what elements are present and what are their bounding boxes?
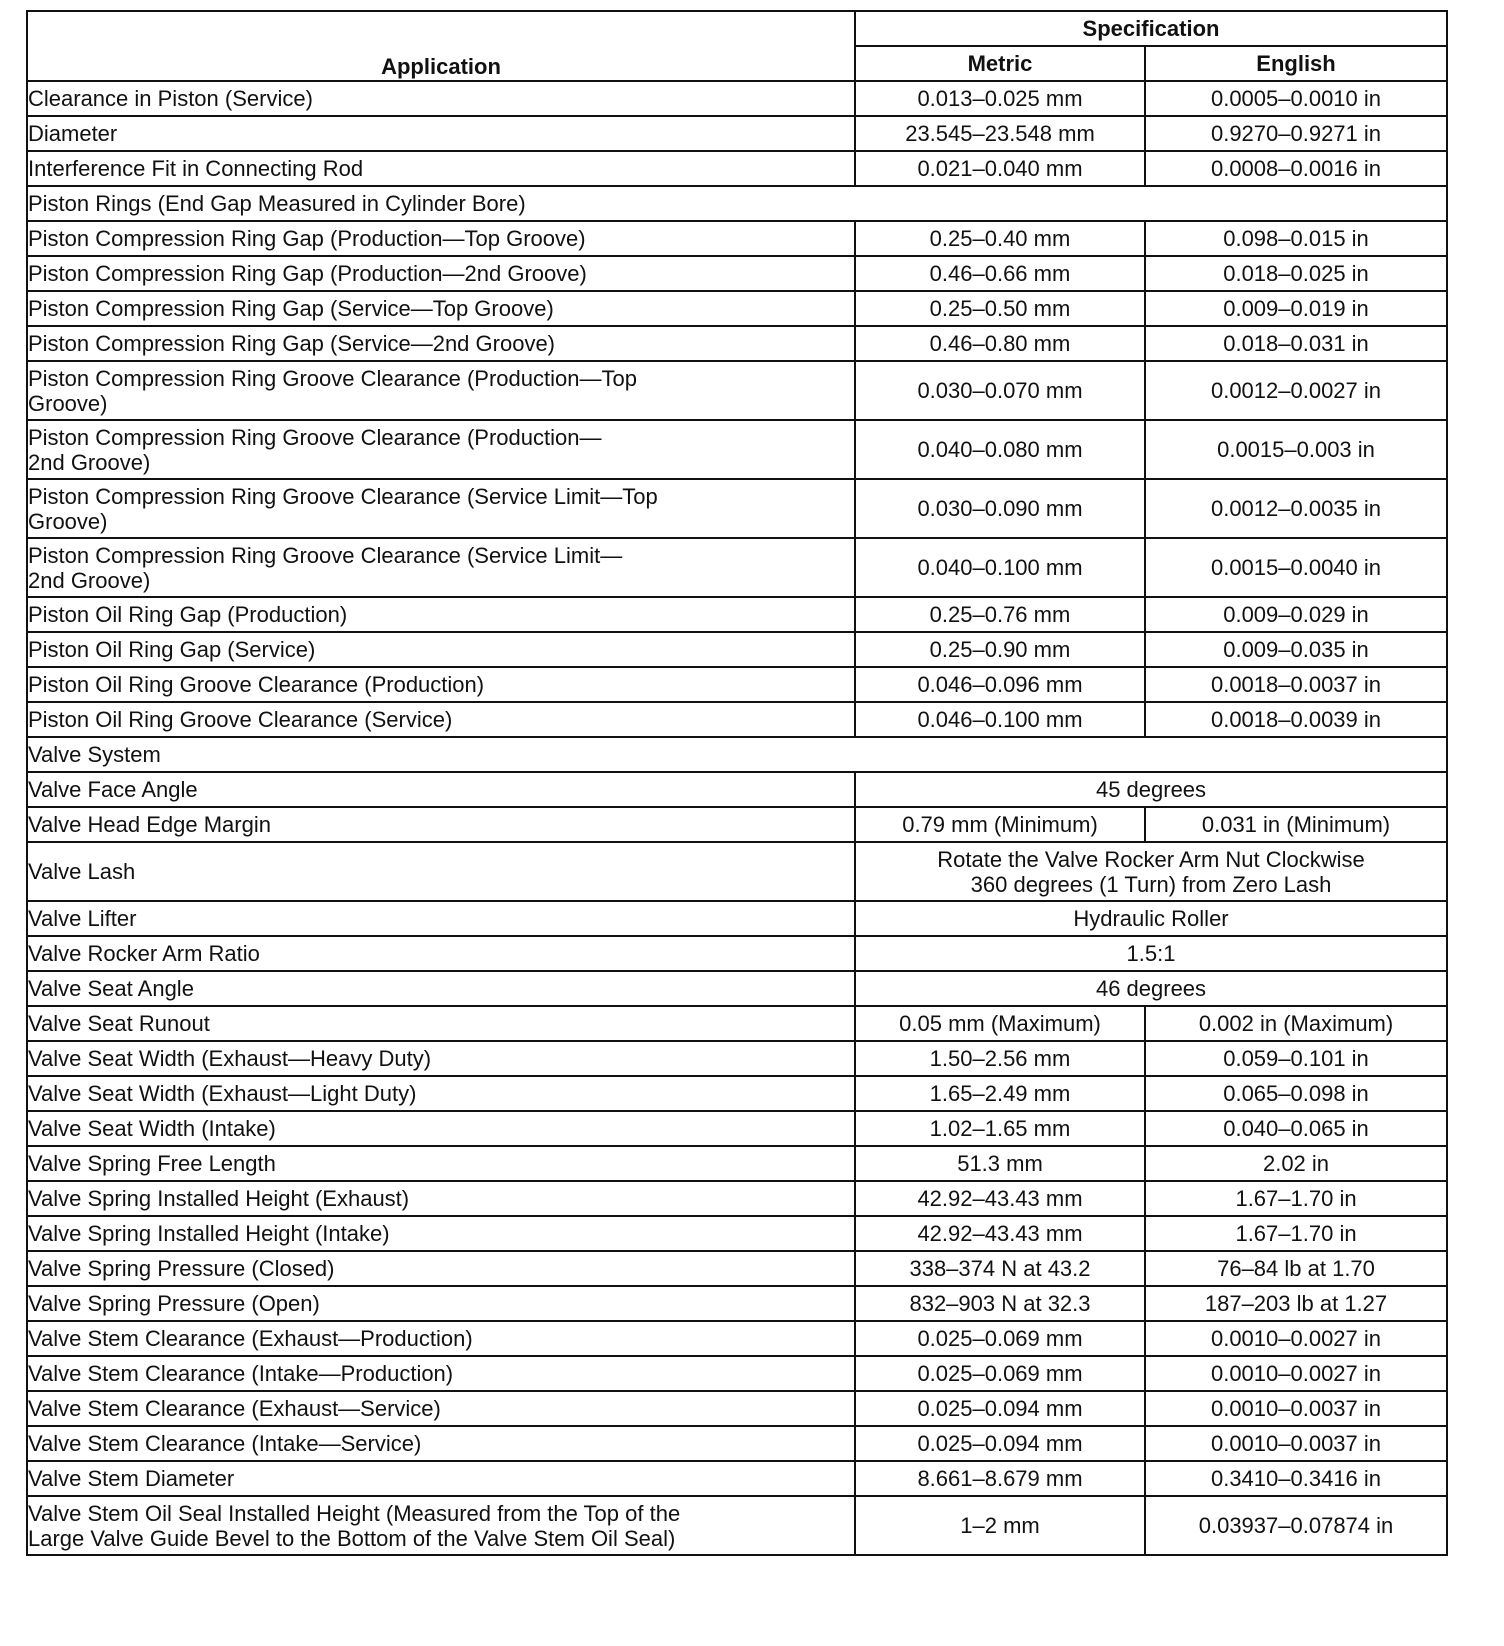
metric-cell-text: 42.92–43.43 mm — [917, 1186, 1083, 1211]
table-row — [27, 1321, 1447, 1356]
specification-cell — [855, 971, 1447, 1006]
metric-cell — [855, 326, 1145, 361]
application-cell — [27, 1006, 855, 1041]
application-cell — [27, 291, 855, 326]
table-row — [27, 538, 1447, 597]
application-cell-text: Valve Head Edge Margin — [28, 812, 271, 837]
application-cell — [27, 1356, 855, 1391]
specification-cell-text: Hydraulic Roller — [1073, 906, 1229, 931]
english-cell — [1145, 1426, 1447, 1461]
application-cell-text: Valve Stem Clearance (Exhaust—Service) — [28, 1396, 441, 1421]
english-cell-text: 0.009–0.029 in — [1223, 602, 1369, 627]
section-heading-text: Valve System — [28, 742, 161, 767]
application-cell-text: Valve Seat Runout — [28, 1011, 210, 1036]
application-cell-text: Valve Seat Width (Exhaust—Heavy Duty) — [28, 1046, 432, 1071]
metric-cell-text: 0.79 mm (Minimum) — [902, 812, 1098, 837]
application-cell-text: Piston Compression Ring Gap (Production—Top Groove) — [28, 226, 586, 251]
specification-cell — [855, 901, 1447, 936]
metric-cell — [855, 1391, 1145, 1426]
english-cell-text: 0.002 in (Maximum) — [1198, 1011, 1394, 1036]
english-cell-text: 1.67–1.70 in — [1235, 1186, 1357, 1211]
metric-cell-text: 0.040–0.100 mm — [917, 555, 1083, 580]
application-cell — [27, 901, 855, 936]
metric-cell-text: 0.021–0.040 mm — [917, 156, 1083, 181]
metric-cell-text: 0.030–0.070 mm — [917, 378, 1083, 403]
english-cell-text: 0.018–0.031 in — [1223, 331, 1369, 356]
application-cell-text-line2: Groove) — [28, 508, 108, 534]
metric-cell-text: 0.25–0.90 mm — [929, 637, 1071, 662]
metric-cell-text: 1.65–2.49 mm — [929, 1081, 1071, 1106]
metric-cell-text: 0.025–0.094 mm — [917, 1431, 1083, 1456]
english-cell-text: 0.0015–0.003 in — [1217, 437, 1375, 462]
metric-cell-text: 0.025–0.094 mm — [917, 1396, 1083, 1421]
english-cell — [1145, 420, 1447, 479]
english-cell-text: 0.03937–0.07874 in — [1198, 1513, 1394, 1538]
application-cell-text: Valve Spring Installed Height (Exhaust) — [28, 1186, 410, 1211]
english-cell-text: 0.009–0.019 in — [1223, 296, 1369, 321]
specification-table — [26, 10, 1448, 1556]
english-cell — [1145, 1496, 1447, 1555]
metric-cell — [855, 151, 1145, 186]
english-cell — [1145, 81, 1447, 116]
application-cell — [27, 936, 855, 971]
english-cell-text: 0.0018–0.0037 in — [1210, 672, 1382, 697]
table-row — [27, 842, 1447, 901]
metric-cell — [855, 1111, 1145, 1146]
metric-cell-text: 51.3 mm — [957, 1151, 1043, 1176]
application-cell — [27, 1251, 855, 1286]
application-cell — [27, 632, 855, 667]
application-cell-text-line2: 2nd Groove) — [28, 449, 151, 475]
application-cell-text: Valve Seat Width (Intake) — [28, 1116, 276, 1141]
application-cell — [27, 1321, 855, 1356]
metric-cell — [855, 291, 1145, 326]
application-cell-text: Piston Compression Ring Gap (Service—2nd Groove) — [28, 331, 556, 356]
metric-cell — [855, 81, 1145, 116]
table-row — [27, 1391, 1447, 1426]
application-cell — [27, 116, 855, 151]
application-cell — [27, 1076, 855, 1111]
english-cell — [1145, 1216, 1447, 1251]
application-cell — [27, 597, 855, 632]
metric-cell-text: 0.013–0.025 mm — [917, 86, 1083, 111]
application-cell — [27, 772, 855, 807]
english-cell — [1145, 479, 1447, 538]
application-column-header: Application — [27, 11, 855, 81]
metric-cell-text: 0.046–0.096 mm — [917, 672, 1083, 697]
metric-cell-text: 0.46–0.66 mm — [929, 261, 1071, 286]
application-cell-text: Piston Oil Ring Gap (Production) — [28, 602, 348, 627]
application-cell — [27, 842, 855, 901]
application-cell — [27, 1391, 855, 1426]
metric-cell — [855, 632, 1145, 667]
table-row — [27, 361, 1447, 420]
table-row — [27, 1426, 1447, 1461]
english-cell-text: 0.9270–0.9271 in — [1210, 121, 1382, 146]
application-cell — [27, 702, 855, 737]
table-row — [27, 1146, 1447, 1181]
application-cell-text: Piston Compression Ring Groove Clearance (Production—Top — [28, 365, 637, 391]
application-cell-text: Valve Lifter — [28, 906, 137, 931]
application-cell-text: Valve Spring Installed Height (Intake) — [28, 1221, 390, 1246]
english-cell — [1145, 221, 1447, 256]
metric-cell — [855, 116, 1145, 151]
metric-cell — [855, 1006, 1145, 1041]
english-cell — [1145, 1181, 1447, 1216]
english-cell — [1145, 1146, 1447, 1181]
metric-cell-text: 0.46–0.80 mm — [929, 331, 1071, 356]
metric-cell-text: 8.661–8.679 mm — [917, 1466, 1083, 1491]
application-cell-text: Valve Stem Diameter — [28, 1466, 235, 1491]
specification-cell-text: 45 degrees — [1095, 777, 1207, 802]
application-cell-text: Valve Stem Clearance (Exhaust—Production) — [28, 1326, 473, 1351]
application-cell — [27, 667, 855, 702]
application-cell-text: Valve Face Angle — [28, 777, 198, 802]
application-cell-text: Valve Spring Free Length — [28, 1151, 276, 1176]
english-cell — [1145, 538, 1447, 597]
english-cell-text: 0.040–0.065 in — [1223, 1116, 1369, 1141]
metric-cell — [855, 361, 1145, 420]
table-row — [27, 1461, 1447, 1496]
application-cell — [27, 1286, 855, 1321]
table-row — [27, 901, 1447, 936]
english-cell-text: 0.0010–0.0037 in — [1210, 1431, 1382, 1456]
english-column-header: English — [1145, 46, 1447, 81]
application-cell — [27, 361, 855, 420]
table-row — [27, 116, 1447, 151]
metric-cell — [855, 1321, 1145, 1356]
english-cell — [1145, 702, 1447, 737]
english-cell-text: 0.0015–0.0040 in — [1210, 555, 1382, 580]
application-cell — [27, 1216, 855, 1251]
section-heading — [27, 737, 1447, 772]
metric-cell — [855, 1146, 1145, 1181]
english-cell-text: 0.098–0.015 in — [1223, 226, 1369, 251]
english-cell — [1145, 291, 1447, 326]
application-cell-text-line2: Groove) — [28, 390, 108, 416]
table-row — [27, 1251, 1447, 1286]
application-cell — [27, 1496, 855, 1555]
application-cell-text: Piston Compression Ring Groove Clearance (Service Limit— — [28, 542, 623, 568]
metric-cell-text: 1.50–2.56 mm — [929, 1046, 1071, 1071]
english-cell-text: 0.009–0.035 in — [1223, 637, 1369, 662]
table-row — [27, 1076, 1447, 1111]
metric-cell-text: 0.25–0.50 mm — [929, 296, 1071, 321]
application-cell — [27, 1461, 855, 1496]
table-row — [27, 1041, 1447, 1076]
english-cell-text: 0.3410–0.3416 in — [1210, 1466, 1382, 1491]
table-row — [27, 291, 1447, 326]
metric-cell — [855, 256, 1145, 291]
section-row — [27, 737, 1447, 772]
english-cell — [1145, 1006, 1447, 1041]
english-cell — [1145, 1041, 1447, 1076]
table-row — [27, 479, 1447, 538]
application-cell-text: Valve Spring Pressure (Open) — [28, 1291, 320, 1316]
metric-cell-text: 0.25–0.40 mm — [929, 226, 1071, 251]
english-cell-text: 0.065–0.098 in — [1223, 1081, 1369, 1106]
english-cell-text: 187–203 lb at 1.27 — [1204, 1291, 1388, 1316]
specification-cell — [855, 936, 1447, 971]
table-row — [27, 772, 1447, 807]
metric-cell — [855, 221, 1145, 256]
application-cell-text-line2: Large Valve Guide Bevel to the Bottom of the Valve Stem Oil Seal) — [28, 1525, 676, 1551]
specification-cell — [855, 772, 1447, 807]
application-cell-text: Piston Compression Ring Groove Clearance (Service Limit—Top — [28, 483, 658, 509]
application-cell — [27, 221, 855, 256]
application-cell — [27, 151, 855, 186]
table-row — [27, 1006, 1447, 1041]
metric-cell-text: 0.030–0.090 mm — [917, 496, 1083, 521]
application-cell — [27, 1146, 855, 1181]
table-row — [27, 1286, 1447, 1321]
english-cell — [1145, 116, 1447, 151]
english-cell-text: 0.0010–0.0037 in — [1210, 1396, 1382, 1421]
specification-column-header: Specification — [855, 11, 1447, 46]
metric-cell — [855, 807, 1145, 842]
metric-cell-text: 0.05 mm (Maximum) — [899, 1011, 1101, 1036]
application-cell-text: Valve Seat Angle — [28, 976, 194, 1001]
table-row — [27, 702, 1447, 737]
section-heading — [27, 186, 1447, 221]
metric-cell-text: 0.040–0.080 mm — [917, 437, 1083, 462]
english-cell-text: 0.0012–0.0027 in — [1210, 378, 1382, 403]
english-cell — [1145, 361, 1447, 420]
application-cell-text: Valve Rocker Arm Ratio — [28, 941, 260, 966]
english-cell-text: 0.0010–0.0027 in — [1210, 1326, 1382, 1351]
metric-cell-text: 0.025–0.069 mm — [917, 1326, 1083, 1351]
english-cell — [1145, 1391, 1447, 1426]
table-row — [27, 936, 1447, 971]
table-row — [27, 597, 1447, 632]
metric-cell — [855, 1251, 1145, 1286]
metric-cell — [855, 538, 1145, 597]
specification-cell-text: Rotate the Valve Rocker Arm Nut Clockwise — [937, 846, 1365, 872]
metric-cell — [855, 702, 1145, 737]
english-cell-text: 1.67–1.70 in — [1235, 1221, 1357, 1246]
english-cell — [1145, 1461, 1447, 1496]
application-cell-text: Piston Compression Ring Gap (Production—2nd Groove) — [28, 261, 587, 286]
table-row — [27, 256, 1447, 291]
metric-cell — [855, 479, 1145, 538]
application-cell-text: Valve Stem Clearance (Intake—Service) — [28, 1431, 422, 1456]
metric-cell-text: 338–374 N at 43.2 — [909, 1256, 1091, 1281]
english-cell-text: 2.02 in — [1262, 1151, 1330, 1176]
english-cell — [1145, 807, 1447, 842]
metric-cell — [855, 1286, 1145, 1321]
metric-column-header: Metric — [855, 46, 1145, 81]
english-cell-text: 0.0008–0.0016 in — [1210, 156, 1382, 181]
english-cell-text: 76–84 lb at 1.70 — [1217, 1256, 1375, 1281]
table-row — [27, 1496, 1447, 1555]
english-cell-text: 0.059–0.101 in — [1223, 1046, 1369, 1071]
english-cell — [1145, 1251, 1447, 1286]
english-cell — [1145, 667, 1447, 702]
application-cell — [27, 1111, 855, 1146]
application-cell — [27, 479, 855, 538]
section-heading-text: Piston Rings (End Gap Measured in Cylinder Bore) — [28, 191, 526, 216]
application-cell — [27, 326, 855, 361]
application-cell-text: Valve Seat Width (Exhaust—Light Duty) — [28, 1081, 417, 1106]
metric-cell-text: 832–903 N at 32.3 — [909, 1291, 1091, 1316]
english-cell-text: 0.0018–0.0039 in — [1210, 707, 1382, 732]
application-cell — [27, 1181, 855, 1216]
application-cell-text: Piston Oil Ring Groove Clearance (Production) — [28, 672, 485, 697]
table-body — [27, 81, 1447, 1555]
english-cell-text: 0.0005–0.0010 in — [1210, 86, 1382, 111]
application-cell — [27, 1041, 855, 1076]
application-cell-text: Clearance in Piston (Service) — [28, 86, 313, 111]
application-cell-text: Diameter — [28, 121, 118, 146]
metric-cell-text: 0.046–0.100 mm — [917, 707, 1083, 732]
english-cell-text: 0.018–0.025 in — [1223, 261, 1369, 286]
table-row — [27, 667, 1447, 702]
table-row — [27, 326, 1447, 361]
english-cell — [1145, 1111, 1447, 1146]
application-cell-text: Piston Compression Ring Gap (Service—Top Groove) — [28, 296, 554, 321]
section-row — [27, 186, 1447, 221]
english-cell — [1145, 1076, 1447, 1111]
table-row — [27, 1111, 1447, 1146]
english-cell — [1145, 1286, 1447, 1321]
application-cell — [27, 971, 855, 1006]
english-cell — [1145, 1356, 1447, 1391]
application-cell — [27, 256, 855, 291]
table-row — [27, 971, 1447, 1006]
table-row — [27, 420, 1447, 479]
metric-cell — [855, 1076, 1145, 1111]
english-cell — [1145, 632, 1447, 667]
metric-cell — [855, 1181, 1145, 1216]
application-cell-text: Valve Lash — [28, 859, 136, 884]
application-cell-text: Piston Oil Ring Groove Clearance (Service) — [28, 707, 453, 732]
application-cell-text: Interference Fit in Connecting Rod — [28, 156, 364, 181]
table-row — [27, 807, 1447, 842]
metric-cell — [855, 667, 1145, 702]
application-cell — [27, 538, 855, 597]
table-row — [27, 221, 1447, 256]
english-cell — [1145, 597, 1447, 632]
metric-cell-text: 1.02–1.65 mm — [929, 1116, 1071, 1141]
metric-cell — [855, 1461, 1145, 1496]
metric-cell — [855, 597, 1145, 632]
specification-cell-text: 1.5:1 — [1126, 941, 1176, 966]
application-cell-text: Piston Compression Ring Groove Clearance (Production— — [28, 424, 602, 450]
english-cell — [1145, 256, 1447, 291]
application-cell-text: Valve Stem Oil Seal Installed Height (Measured from the Top of the — [28, 1500, 681, 1526]
application-cell — [27, 420, 855, 479]
english-cell-text: 0.031 in (Minimum) — [1201, 812, 1391, 837]
english-cell-text: 0.0010–0.0027 in — [1210, 1361, 1382, 1386]
metric-cell — [855, 1356, 1145, 1391]
application-cell-text: Valve Stem Clearance (Intake—Production) — [28, 1361, 454, 1386]
table-row — [27, 81, 1447, 116]
english-cell — [1145, 151, 1447, 186]
metric-cell — [855, 1216, 1145, 1251]
english-cell-text: 0.0012–0.0035 in — [1210, 496, 1382, 521]
table-row — [27, 632, 1447, 667]
specification-cell-text: 46 degrees — [1095, 976, 1207, 1001]
metric-cell-text: 0.025–0.069 mm — [917, 1361, 1083, 1386]
table-row — [27, 1356, 1447, 1391]
metric-cell-text: 0.25–0.76 mm — [929, 602, 1071, 627]
metric-cell-text: 23.545–23.548 mm — [905, 121, 1095, 146]
application-cell-text-line2: 2nd Groove) — [28, 567, 151, 593]
english-cell — [1145, 1321, 1447, 1356]
table-row — [27, 151, 1447, 186]
application-cell — [27, 1426, 855, 1461]
specification-cell — [855, 842, 1447, 901]
english-cell — [1145, 326, 1447, 361]
specification-cell-text-line2: 360 degrees (1 Turn) from Zero Lash — [970, 871, 1332, 897]
application-cell — [27, 807, 855, 842]
table-row — [27, 1216, 1447, 1251]
table-row — [27, 1181, 1447, 1216]
metric-cell — [855, 1496, 1145, 1555]
application-cell-text: Valve Spring Pressure (Closed) — [28, 1256, 335, 1281]
application-cell — [27, 81, 855, 116]
metric-cell-text: 1–2 mm — [960, 1513, 1040, 1538]
metric-cell — [855, 1041, 1145, 1076]
application-cell-text: Piston Oil Ring Gap (Service) — [28, 637, 316, 662]
metric-cell — [855, 1426, 1145, 1461]
metric-cell-text: 42.92–43.43 mm — [917, 1221, 1083, 1246]
metric-cell — [855, 420, 1145, 479]
